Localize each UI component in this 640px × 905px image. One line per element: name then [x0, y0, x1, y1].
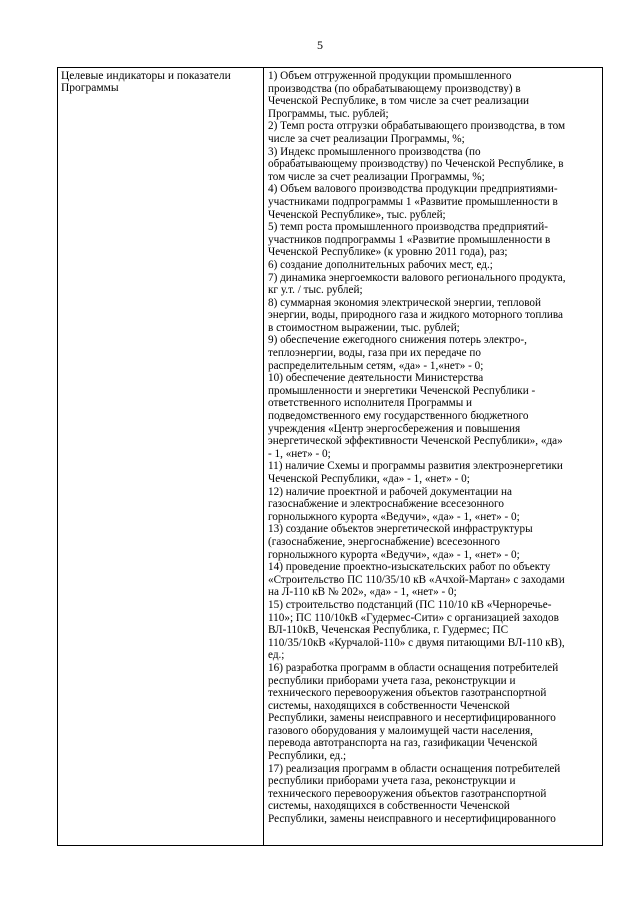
content-line: 13) создание объектов энергетической инфраструктуры [268, 523, 533, 536]
content-line: 4) Объем валового производства продукции предприятиями- [268, 183, 558, 196]
content-line: - 1, «нет» - 0; [268, 447, 331, 460]
content-line: Чеченской Республике», тыс. рублей; [268, 208, 446, 221]
content-line: Республики, замены неисправного и несертифицированного [268, 712, 556, 725]
content-line: (газоснабжение, энергоснабжение) всесезонного [268, 535, 500, 548]
content-line: 110»; ПС 110/10кВ «Гудермес-Сити» с организацией заходов [268, 611, 559, 624]
indicator-label-cell [58, 68, 264, 845]
content-line: горнолыжного курорта «Ведучи», «да» - 1, «нет» - 0; [268, 510, 520, 523]
content-line: 3) Индекс промышленного производства (по [268, 145, 481, 158]
content-line: 110/35/10кВ «Курчалой-110» с двумя питающими ВЛ-110 кВ), [268, 636, 565, 649]
content-line: 6) создание дополнительных рабочих мест, ед.; [268, 258, 493, 271]
content-line: промышленности и энергетики Чеченской Республики - [268, 384, 536, 397]
indicator-label: Целевые индикаторы и показатели Программы [61, 70, 231, 94]
content-line: в стоимостном выражении, тыс. рублей; [268, 321, 460, 334]
content-line: ВЛ-110кВ, Чеченская Республика, г. Гудермес; ПС [268, 624, 509, 637]
content-line: системы, находящихся в собственности Чеченской [268, 800, 510, 813]
content-line: Республики, замены неисправного и несертифицированного [268, 813, 556, 826]
content-line: Чеченской Республике, в том числе за счет реализации [268, 95, 530, 108]
content-line: 8) суммарная экономия электрической энергии, тепловой [268, 296, 541, 309]
content-line: ответственного исполнителя Программы и [268, 397, 473, 410]
content-line: «Строительство ПС 110/35/10 кВ «Ачхой-Мартан» с заходами [268, 573, 565, 586]
content-line: технического перевооружения объектов газотранспортной [268, 787, 547, 800]
content-line: том числе за счет реализации Программы, %; [268, 170, 485, 183]
content-line: системы, находящихся в собственности Чеченской [268, 699, 510, 712]
content-line: 17) реализация программ в области оснащения потребителей [268, 762, 561, 775]
content-line: горнолыжного курорта «Ведучи», «да» - 1, «нет» - 0; [268, 548, 520, 561]
content-line: распределительным сетям, «да» - 1,«нет» - 0; [268, 359, 484, 372]
content-line: 16) разработка программ в области оснащения потребителей [268, 661, 559, 674]
content-line: энергии, воды, природного газа и жидкого моторного топлива [268, 309, 564, 322]
content-line: 11) наличие Схемы и программы развития электроэнергетики [268, 460, 563, 473]
content-line: 15) строительство подстанций (ПС 110/10 кВ «Черноречье- [268, 598, 552, 611]
indicator-content-cell [264, 68, 602, 845]
content-line: участниками подпрограммы 1 «Развитие промышленности в [268, 195, 558, 208]
content-line: газового оборудования у малоимущей части населения, [268, 724, 533, 737]
content-line: 9) обеспечение ежегодного снижения потерь электро-, [268, 334, 527, 347]
content-line: 5) темп роста промышленного производства предприятий- [268, 221, 548, 234]
content-line: технического перевооружения объектов газотранспортной [268, 687, 547, 700]
content-line: учреждения «Центр энергосбережения и повышения [268, 422, 521, 435]
content-line: республики приборами учета газа, реконструкции и [268, 775, 516, 788]
content-line: Программы, тыс. рублей; [268, 107, 389, 120]
content-line: участников подпрограммы 1 «Развитие промышленности в [268, 233, 551, 246]
content-line: газоснабжение и электроснабжение всесезонного [268, 498, 504, 511]
content-line: теплоэнергии, воды, газа при их передаче по [268, 347, 481, 360]
content-line: кг у.т. / тыс. рублей; [268, 284, 363, 297]
content-line: 10) обеспечение деятельности Министерства [268, 372, 484, 385]
content-line: 2) Темп роста отгрузки обрабатывающего производства, в том [268, 120, 566, 133]
content-line: Чеченской Республики, «да» - 1, «нет» - 0; [268, 473, 470, 485]
content-line: республики приборами учета газа, реконструкции и [268, 674, 516, 687]
document-table [57, 67, 603, 846]
content-line: 1) Объем отгруженной продукции промышленного [268, 70, 512, 82]
content-line: подведомственного ему государственного бюджетного [268, 410, 529, 423]
content-line: 12) наличие проектной и рабочей документации на [268, 485, 512, 498]
page-number: 5 [317, 38, 323, 52]
content-line: 7) динамика энергоемкости валового регионального продукта, [268, 271, 566, 284]
content-line: производства (по обрабатывающему производству) в [268, 82, 521, 95]
content-line: числе за счет реализации Программы, %; [268, 132, 465, 145]
content-line: энергетической эффективности Чеченской Республики», «да» [268, 435, 563, 448]
content-line: Республики, ед.; [268, 750, 347, 763]
content-line: перевода автотранспорта на газ, газификации Чеченской [268, 737, 538, 750]
content-line: на Л-110 кВ № 202», «да» - 1, «нет» - 0; [268, 586, 457, 599]
content-line: обрабатывающему производству) по Чеченской Республике, в [268, 158, 564, 171]
content-line: ед.; [268, 649, 285, 662]
content-line: Чеченской Республике» (к уровню 2011 года), раз; [268, 246, 508, 259]
content-line: 14) проведение проектно-изыскательских работ по объекту [268, 561, 551, 574]
